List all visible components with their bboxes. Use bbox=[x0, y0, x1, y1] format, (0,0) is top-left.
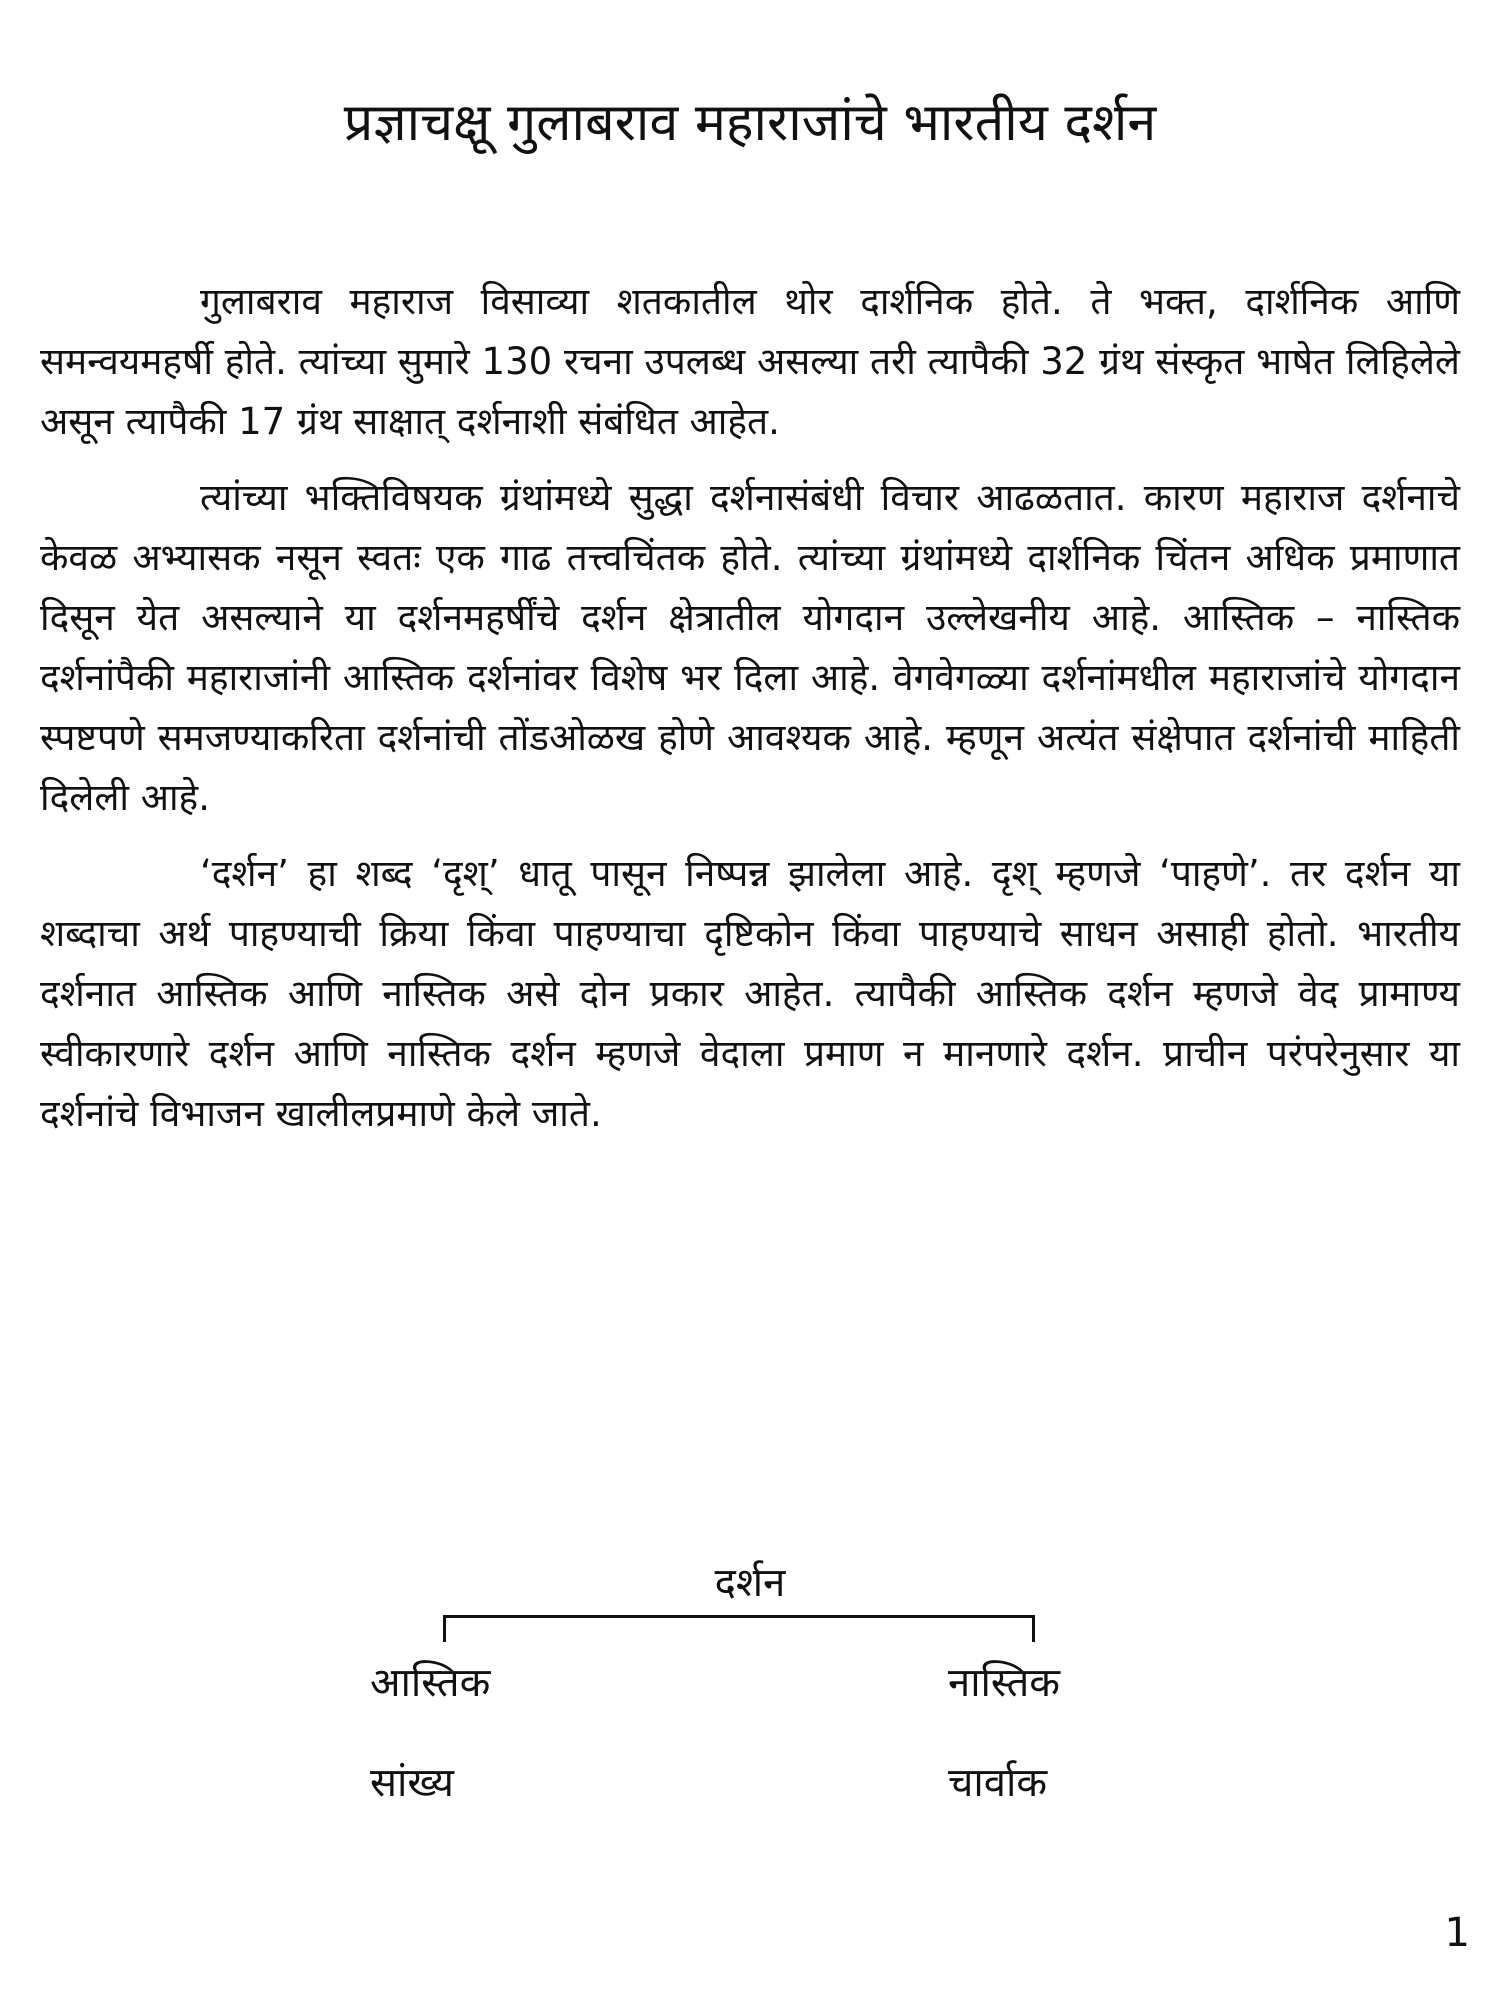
diagram-left-child: सांख्य bbox=[370, 1760, 454, 1806]
paragraph-2: त्यांच्या भक्तिविषयक ग्रंथांमध्ये सुद्धा दर्शनासंबंधी विचार आढळतात. कारण महाराज दर्शनाचे केवळ अभ्यासक नसून स्वतः एक गाढ तत्त्वचिंतक होते. त्यांच्या ग्रंथांमध्ये दार्शनिक चिंतन अधिक प्रमाणात दिसून येत असल्याने या दर्शनमहर्षींचे दर्शन क्षेत्रातील योगदान उल्लेखनीय आहे. आस्तिक – नास्तिक दर्शनांपैकी महाराजांनी आस्तिक दर्शनांवर विशेष भर दिला आहे. वेगवेगळ्या दर्शनांमधील महाराजांचे योगदान स्पष्टपणे समजण्याकरिता दर्शनांची तोंडओळख होणे आवश्यक आहे. म्हणून अत्यंत संक्षेपात दर्शनांची माहिती दिलेली आहे. bbox=[40, 476, 1460, 819]
diagram-right-branch: नास्तिक bbox=[948, 1660, 1060, 1706]
diagram-left-branch: आस्तिक bbox=[370, 1660, 491, 1706]
page-number: 1 bbox=[1444, 1910, 1470, 1956]
page-title: प्रज्ञाचक्षू गुलाबराव महाराजांचे भारतीय दर्शन bbox=[343, 93, 1157, 153]
diagram-bracket bbox=[443, 1615, 1035, 1642]
paragraph-1: गुलाबराव महाराज विसाव्या शतकातील थोर दार्शनिक होते. ते भक्त, दार्शनिक आणि समन्वयमहर्षी होते. त्यांच्या सुमारे 130 रचना उपलब्ध असल्या तरी त्यापैकी 32 ग्रंथ संस्कृत भाषेत लिहिलेले असून त्यापैकी 17 ग्रंथ साक्षात् दर्शनाशी संबंधित आहेत. bbox=[40, 280, 1460, 443]
diagram-right-child: चार्वाक bbox=[948, 1760, 1048, 1806]
diagram-root-label: दर्शन bbox=[714, 1560, 786, 1606]
paragraph-3: ‘दर्शन’ हा शब्द ‘दृश्’ धातू पासून निष्पन्न झालेला आहे. दृश् म्हणजे ‘पाहणे’. तर दर्शन या शब्दाचा अर्थ पाहण्याची क्रिया किंवा पाहण्याचा दृष्टिकोन किंवा पाहण्याचे साधन असाही होतो. भारतीय दर्शनात आस्तिक आणि नास्तिक असे दोन प्रकार आहेत. त्यापैकी आस्तिक दर्शन म्हणजे वेद प्रामाण्य स्वीकारणारे दर्शन आणि नास्तिक दर्शन म्हणजे वेदाला प्रमाण न मानणारे दर्शन. प्राचीन परंपरेनुसार या दर्शनांचे विभाजन खालीलप्रमाणे केले जाते. bbox=[40, 852, 1460, 1135]
body-text bbox=[40, 272, 1460, 1160]
classification-diagram bbox=[0, 1555, 1500, 1855]
